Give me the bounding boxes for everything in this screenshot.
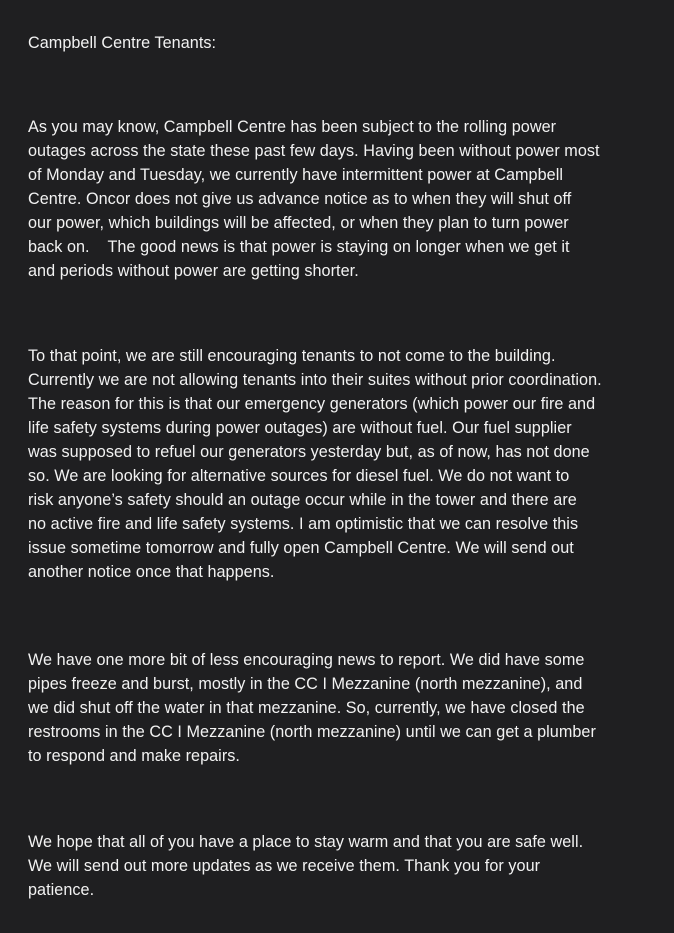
paragraph-line: back on. The good news is that power is staying on longer when we get it [28,238,570,256]
paragraph-line: was supposed to refuel our generators yesterday but, as of now, has not done [28,443,590,461]
paragraph-power-outages [28,115,668,283]
paragraph-line: We will send out more updates as we receive them. Thank you for your [28,857,541,875]
greeting-line: Campbell Centre Tenants: [28,34,217,52]
paragraph-line: patience. [28,881,95,899]
paragraph-line: The reason for this is that our emergency generators (which power our fire and [28,395,596,413]
paragraph-line: no active fire and life safety systems. I am optimistic that we can resolve this [28,515,579,533]
greeting [28,31,668,55]
paragraph-line: We hope that all of you have a place to stay warm and that you are safe well. [28,833,584,851]
paragraph-line: and periods without power are getting shorter. [28,262,359,280]
paragraph-line: we did shut off the water in that mezzanine. So, currently, we have closed the [28,699,585,717]
paragraph-pipes-burst [28,648,668,768]
paragraph-line: issue sometime tomorrow and fully open Campbell Centre. We will send out [28,539,574,557]
paragraph-line: To that point, we are still encouraging tenants to not come to the building. [28,347,556,365]
paragraph-line: so. We are looking for alternative sources for diesel fuel. We do not want to [28,467,570,485]
paragraph-line: of Monday and Tuesday, we currently have intermittent power at Campbell [28,166,564,184]
paragraph-line: to respond and make repairs. [28,747,240,765]
paragraph-line: another notice once that happens. [28,563,275,581]
paragraph-line: As you may know, Campbell Centre has been subject to the rolling power [28,118,557,136]
paragraph-line: Centre. Oncor does not give us advance notice as to when they will shut off [28,190,572,208]
paragraph-line: outages across the state these past few days. Having been without power most [28,142,600,160]
paragraph-line: We have one more bit of less encouraging news to report. We did have some [28,651,585,669]
paragraph-line: our power, which buildings will be affected, or when they plan to turn power [28,214,569,232]
paragraph-line: life safety systems during power outages) are without fuel. Our fuel supplier [28,419,572,437]
paragraph-building-access [28,344,668,584]
paragraph-line: pipes freeze and burst, mostly in the CC I Mezzanine (north mezzanine), and [28,675,583,693]
paragraph-closing [28,830,668,902]
paragraph-line: Currently we are not allowing tenants into their suites without prior coordination. [28,371,602,389]
paragraph-line: risk anyone’s safety should an outage occur while in the tower and there are [28,491,577,509]
paragraph-line: restrooms in the CC I Mezzanine (north mezzanine) until we can get a plumber [28,723,596,741]
